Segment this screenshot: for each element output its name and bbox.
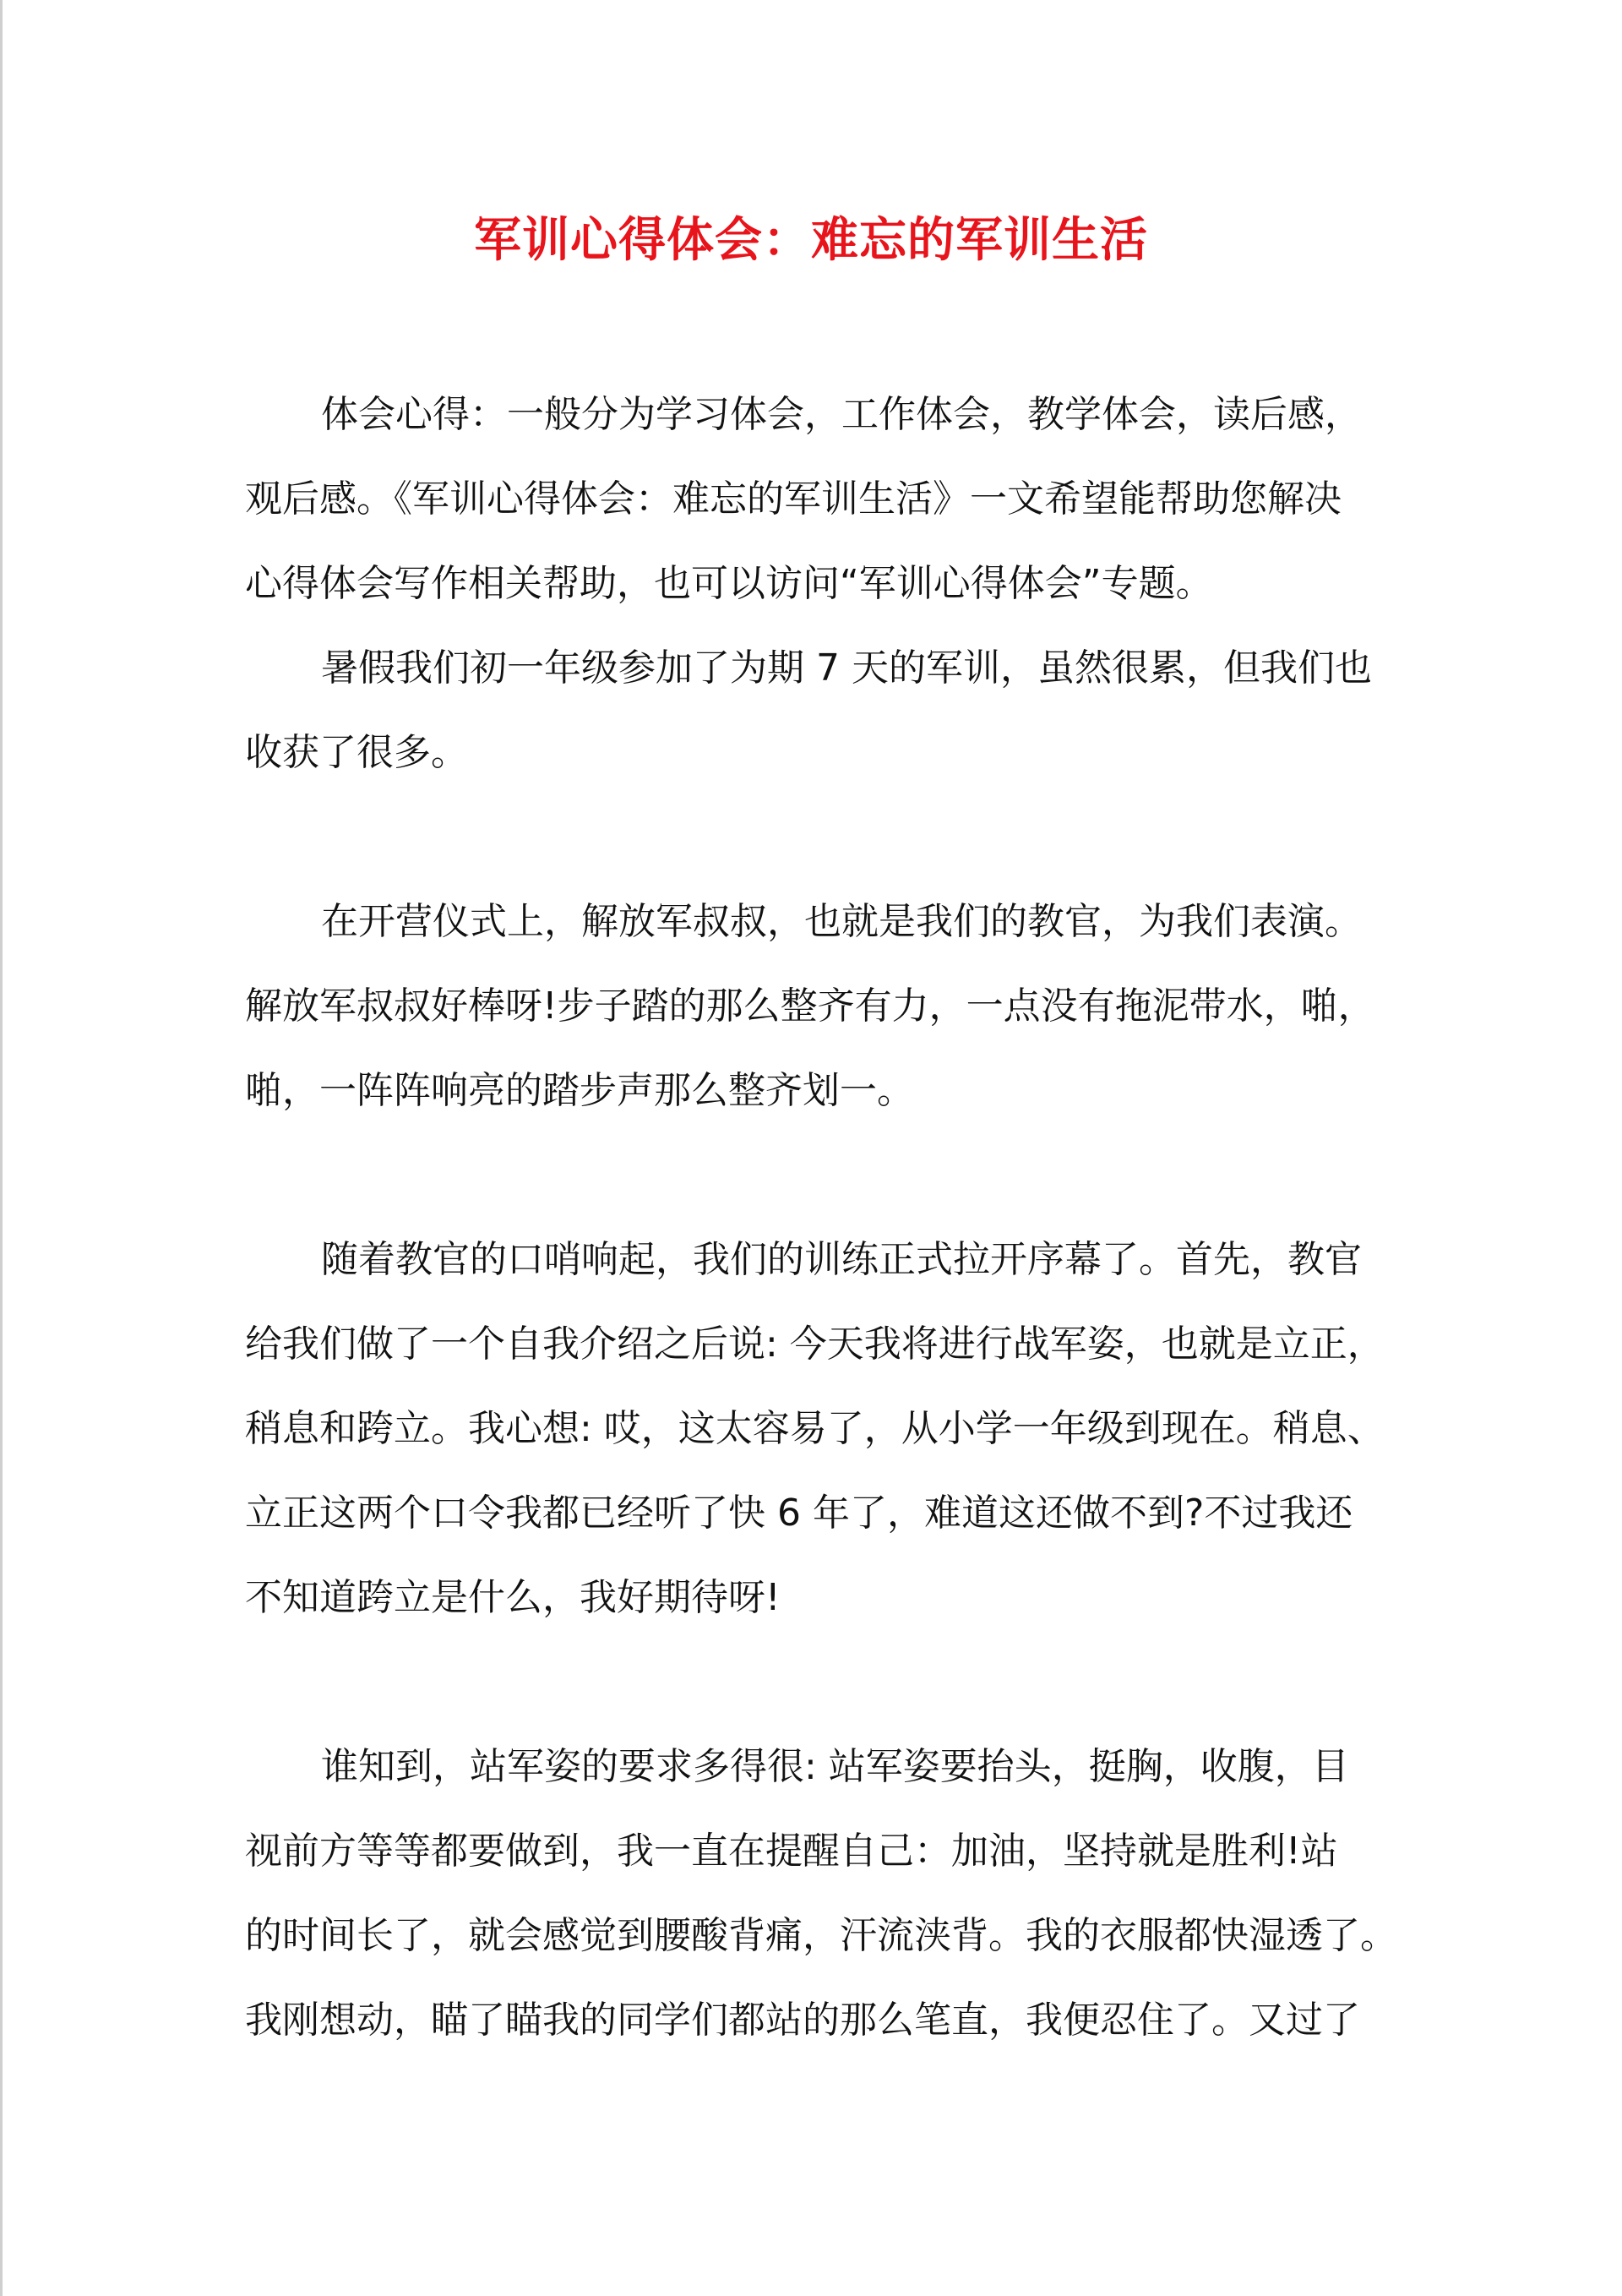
paragraph-line: 给我们做了一个自我介绍之后说: 今天我将进行战军姿，也就是立正， [245, 1323, 1385, 1366]
paragraph-line: 体会心得：一般分为学习体会，工作体会，教学体会，读后感， [321, 393, 1362, 436]
page-edge [0, 0, 3, 2296]
paragraph-line: 观后感。《军训心得体会：难忘的军训生活》一文希望能帮助您解决 [245, 477, 1342, 521]
paragraph-line: 解放军叔叔好棒呀!步子踏的那么整齐有力，一点没有拖泥带水，啪， [245, 984, 1375, 1028]
paragraph-line: 我刚想动，瞄了瞄我的同学们都站的那么笔直，我便忍住了。又过了 [245, 1999, 1360, 2042]
paragraph-line: 随着教官的口哨响起，我们的训练正式拉开序幕了。首先，教官 [321, 1238, 1362, 1281]
paragraph-line: 暑假我们初一年级参加了为期 7 天的军训，虽然很累，但我们也 [321, 646, 1372, 690]
paragraph-line: 心得体会写作相关帮助，也可以访问“军训心得体会”专题。 [245, 562, 1213, 605]
paragraph-line: 立正这两个口令我都已经听了快 6 年了，难道这还做不到?不过我还 [245, 1492, 1353, 1535]
document-title: 军训心得体会：难忘的军训生活 [474, 213, 1148, 268]
paragraph-line: 在开营仪式上，解放军叔叔，也就是我们的教官，为我们表演。 [321, 900, 1362, 943]
paragraph-line: 视前方等等都要做到，我一直在提醒自己：加油，坚持就是胜利!站 [245, 1830, 1338, 1873]
paragraph-line: 谁知到，站军姿的要求多得很: 站军姿要抬头，挺胸，收腹，目 [321, 1745, 1349, 1788]
paragraph-line: 的时间长了，就会感觉到腰酸背痛，汗流浃背。我的衣服都快湿透了。 [245, 1914, 1397, 1957]
paragraph-line: 啪，一阵阵响亮的踏步声那么整齐划一。 [245, 1069, 914, 1112]
paragraph-line: 不知道跨立是什么，我好期待呀! [245, 1576, 781, 1619]
paragraph-line: 收获了很多。 [245, 731, 468, 774]
paragraph-line: 稍息和跨立。我心想: 哎，这太容易了，从小学一年级到现在。稍息、 [245, 1407, 1385, 1450]
